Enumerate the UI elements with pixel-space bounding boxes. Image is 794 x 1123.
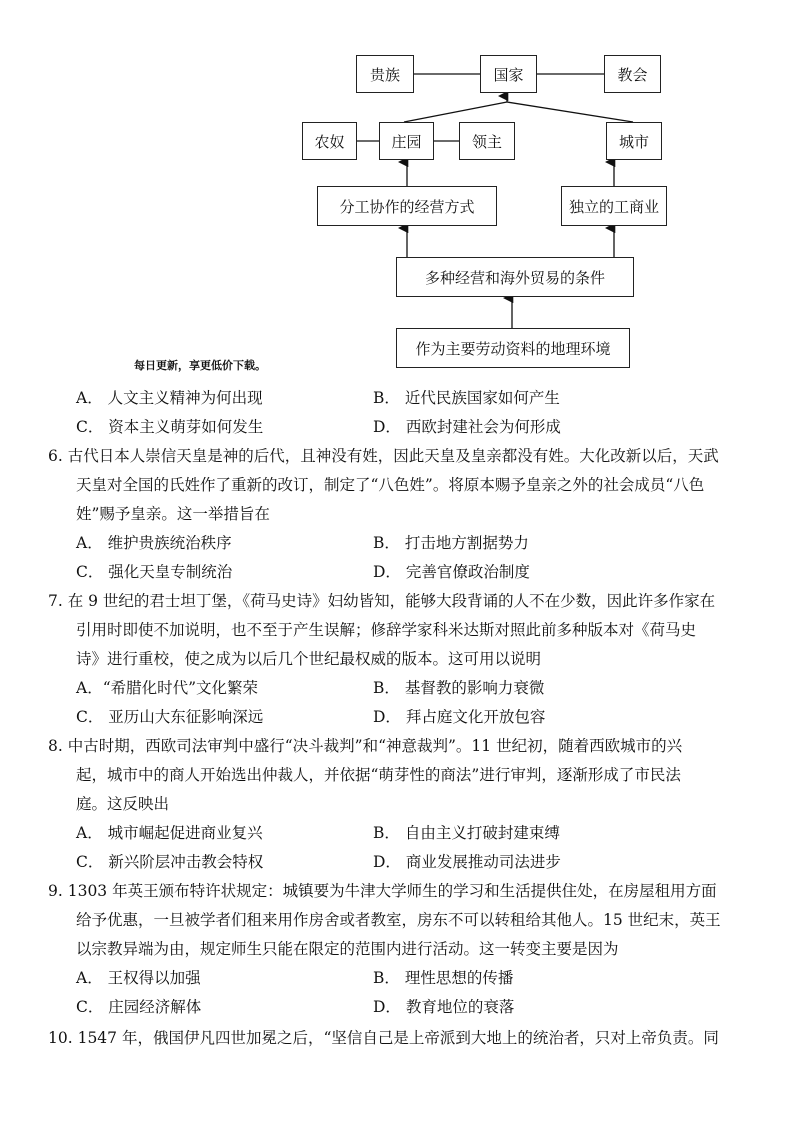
q8-option-d: D． 商业发展推动司法进步: [373, 853, 561, 871]
flow-diagram: [0, 0, 794, 370]
q6-stem-line-1: 6. 古代日本人崇信天皇是神的后代，且神没有姓，因此天皇及皇亲都没有姓。大化改新以后，天武: [48, 447, 719, 465]
q5-option-c: C． 资本主义萌芽如何发生: [76, 418, 264, 436]
promo-text: 每日更新，享更低价下载。: [134, 359, 266, 372]
q9-option-d: D． 教育地位的衰落: [373, 998, 515, 1016]
q9-stem-line-1: 9. 1303 年英王颁布特许状规定：城镇要为牛津大学师生的学习和生活提供住处，在房屋租用方面: [48, 882, 717, 900]
q6-stem-line-2: 天皇对全国的氏姓作了重新的改订，制定了“八色姓”。将原本赐予皇亲之外的社会成员“八色: [76, 476, 705, 494]
box-independent-trade: 独立的工商业: [561, 186, 667, 226]
q5-option-b: B． 近代民族国家如何产生: [373, 389, 560, 407]
box-geography: 作为主要劳动资料的地理环境: [396, 328, 630, 368]
box-city: 城市: [606, 122, 662, 160]
q8-stem-line-2: 起，城市中的商人开始选出仲裁人，并依据“萌芽性的商法”进行审判，逐渐形成了市民法: [76, 766, 681, 784]
q6-option-c: C． 强化天皇专制统治: [76, 563, 233, 581]
q9-option-a: A． 王权得以加强: [76, 969, 201, 987]
q8-stem-line-3: 庭。这反映出: [76, 795, 170, 813]
q7-stem-line-3: 诗》进行重校，使之成为以后几个世纪最权威的版本。这可用以说明: [76, 650, 542, 668]
q9-option-b: B． 理性思想的传播: [373, 969, 514, 987]
link-manor-state: [404, 102, 507, 122]
box-division-of-labor: 分工协作的经营方式: [317, 186, 497, 226]
q7-option-b: B． 基督教的影响力衰微: [373, 679, 545, 697]
box-manor: 庄园: [379, 122, 434, 160]
q7-option-a: A．“希腊化时代”文化繁荣: [76, 679, 259, 697]
box-trade-conditions: 多种经营和海外贸易的条件: [396, 257, 634, 297]
q8-option-c: C． 新兴阶层冲击教会特权: [76, 853, 264, 871]
box-nobility: 贵族: [356, 55, 414, 93]
q6-stem-line-3: 姓”赐予皇亲。这一举措旨在: [76, 505, 270, 523]
q7-stem-line-2: 引用时即使不加说明，也不至于产生误解；修辞学家科米达斯对照此前多种版本对《荷马史: [76, 621, 697, 639]
box-serf: 农奴: [302, 122, 357, 160]
q7-option-d: D． 拜占庭文化开放包容: [373, 708, 546, 726]
q7-stem-line-1: 7. 在 9 世纪的君士坦丁堡，《荷马史诗》妇幼皆知，能够大段背诵的人不在少数，因此许多作家在: [48, 592, 716, 610]
q5-option-a: A． 人文主义精神为何出现: [76, 389, 263, 407]
q9-stem-line-2: 给予优惠，一旦被学者们租来用作房舍或者教室，房东不可以转租给其他人。15 世纪末，英王: [76, 911, 721, 929]
q6-option-d: D． 完善官僚政治制度: [373, 563, 530, 581]
q9-option-c: C． 庄园经济解体: [76, 998, 202, 1016]
q5-option-d: D． 西欧封建社会为何形成: [373, 418, 561, 436]
q8-option-b: B． 自由主义打破封建束缚: [373, 824, 560, 842]
q9-stem-line-3: 以宗教异端为由，规定师生只能在限定的范围内进行活动。这一转变主要是因为: [76, 940, 619, 958]
q6-option-a: A． 维护贵族统治秩序: [76, 534, 232, 552]
box-church: 教会: [604, 55, 661, 93]
box-state: 国家: [480, 55, 537, 93]
box-lord: 领主: [459, 122, 515, 160]
q6-option-b: B． 打击地方割据势力: [373, 534, 529, 552]
q7-option-c: C． 亚历山大东征影响深远: [76, 708, 264, 726]
q8-option-a: A． 城市崛起促进商业复兴: [76, 824, 263, 842]
q8-stem-line-1: 8. 中古时期，西欧司法审判中盛行“决斗裁判”和“神意裁判”。11 世纪初，随着西欧城市的兴: [48, 737, 683, 755]
link-city-state: [507, 102, 633, 122]
q10-stem-line-1: 10. 1547 年，俄国伊凡四世加冕之后，“坚信自己是上帝派到大地上的统治者，只对上帝负责。同: [48, 1029, 719, 1047]
